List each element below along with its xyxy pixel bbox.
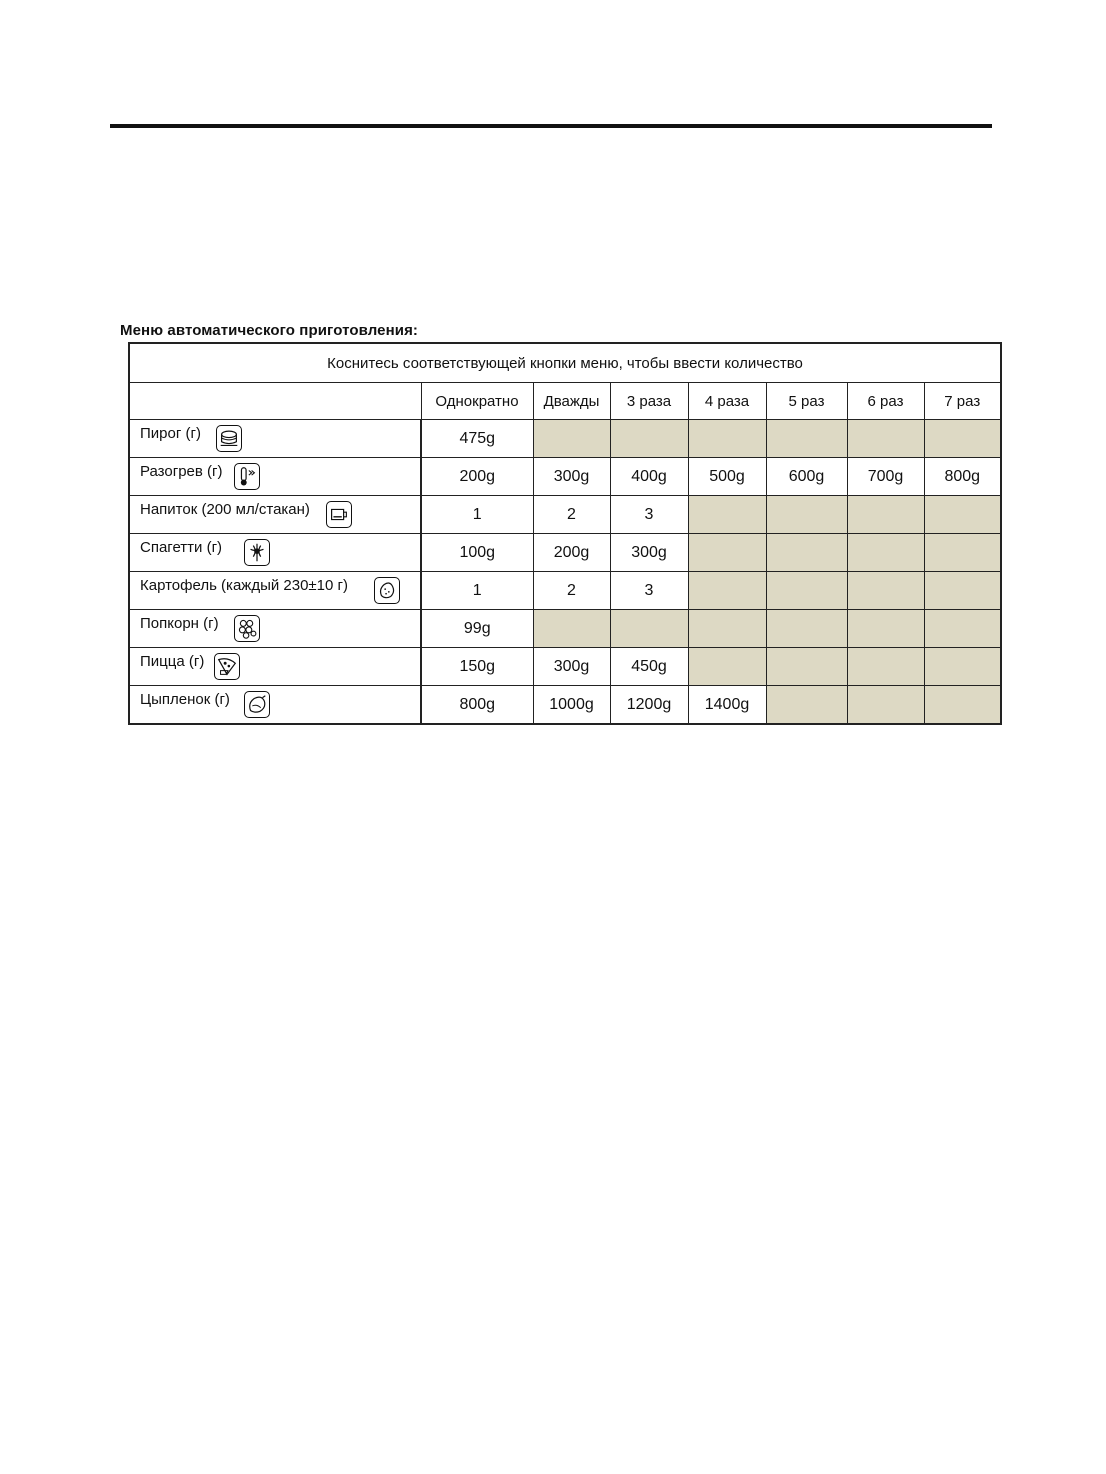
value-cell — [766, 534, 847, 572]
value-cell — [924, 648, 1001, 686]
auto-cook-table — [128, 342, 1002, 725]
section-title: Меню автоматического приготовления: — [120, 322, 419, 339]
value-cell — [924, 534, 1001, 572]
value-cell — [847, 610, 924, 648]
row-label-cell — [129, 534, 421, 572]
table-row — [129, 686, 1001, 725]
value-cell — [924, 610, 1001, 648]
value-cell — [847, 496, 924, 534]
table-row — [129, 458, 1001, 496]
row-label: Разогрев (г) — [140, 463, 223, 480]
header-rule — [110, 124, 992, 128]
value-cell: 1 — [421, 496, 533, 534]
value-cell: 200g — [421, 458, 533, 496]
row-label: Картофель (каждый 230±10 г) — [140, 577, 348, 594]
value-cell — [766, 572, 847, 610]
value-cell: 1400g — [688, 686, 766, 725]
table-row — [129, 572, 1001, 610]
row-label-cell — [129, 648, 421, 686]
row-label-cell — [129, 420, 421, 458]
value-cell: 2 — [533, 496, 610, 534]
value-cell: 100g — [421, 534, 533, 572]
value-cell: 2 — [533, 572, 610, 610]
column-header: 3 раза — [610, 383, 688, 420]
column-header: Однократно — [421, 383, 533, 420]
value-cell — [847, 572, 924, 610]
value-cell — [688, 572, 766, 610]
value-cell — [847, 534, 924, 572]
value-cell: 300g — [610, 534, 688, 572]
value-cell: 300g — [533, 648, 610, 686]
table-header-row — [129, 383, 1001, 420]
row-label-cell — [129, 572, 421, 610]
value-cell — [533, 610, 610, 648]
value-cell: 450g — [610, 648, 688, 686]
table-banner: Коснитесь соответствующей кнопки меню, чтобы ввести количество — [129, 343, 1001, 383]
value-cell — [688, 534, 766, 572]
table-row — [129, 610, 1001, 648]
row-label-cell — [129, 458, 421, 496]
value-cell — [924, 420, 1001, 458]
row-label: Цыпленок (г) — [140, 691, 230, 708]
row-label-cell — [129, 610, 421, 648]
value-cell — [766, 420, 847, 458]
value-cell: 400g — [610, 458, 688, 496]
value-cell — [766, 648, 847, 686]
value-cell: 150g — [421, 648, 533, 686]
value-cell — [688, 648, 766, 686]
value-cell — [924, 686, 1001, 725]
value-cell — [533, 420, 610, 458]
value-cell — [847, 648, 924, 686]
column-header: 6 раз — [847, 383, 924, 420]
table-row — [129, 648, 1001, 686]
column-header: 5 раз — [766, 383, 847, 420]
value-cell — [847, 420, 924, 458]
column-header: Дважды — [533, 383, 610, 420]
value-cell: 300g — [533, 458, 610, 496]
value-cell: 3 — [610, 496, 688, 534]
table-row — [129, 420, 1001, 458]
value-cell — [924, 496, 1001, 534]
popcorn-icon — [234, 615, 260, 642]
table-banner-row — [129, 343, 1001, 383]
value-cell — [688, 610, 766, 648]
value-cell — [610, 610, 688, 648]
header-empty-cell — [129, 383, 421, 420]
value-cell: 200g — [533, 534, 610, 572]
spaghetti-icon — [244, 539, 270, 566]
value-cell — [610, 420, 688, 458]
value-cell — [847, 686, 924, 725]
row-label-cell — [129, 686, 421, 725]
value-cell: 1 — [421, 572, 533, 610]
value-cell: 99g — [421, 610, 533, 648]
thermometer-icon — [234, 463, 260, 490]
row-label: Спагетти (г) — [140, 539, 223, 556]
value-cell — [766, 610, 847, 648]
value-cell: 1000g — [533, 686, 610, 725]
chicken-icon — [244, 691, 270, 718]
value-cell: 475g — [421, 420, 533, 458]
value-cell: 800g — [924, 458, 1001, 496]
column-header: 4 раза — [688, 383, 766, 420]
column-header: 7 раз — [924, 383, 1001, 420]
row-label: Пирог (г) — [140, 425, 201, 442]
pizza-icon — [214, 653, 240, 680]
value-cell: 600g — [766, 458, 847, 496]
value-cell — [688, 420, 766, 458]
potato-icon — [374, 577, 400, 604]
value-cell: 800g — [421, 686, 533, 725]
cake-icon — [216, 425, 242, 452]
row-label: Напиток (200 мл/стакан) — [140, 501, 310, 518]
value-cell: 3 — [610, 572, 688, 610]
row-label-cell — [129, 496, 421, 534]
value-cell: 500g — [688, 458, 766, 496]
table-row — [129, 496, 1001, 534]
row-label: Пицца (г) — [140, 653, 205, 670]
row-label: Попкорн (г) — [140, 615, 219, 632]
value-cell: 700g — [847, 458, 924, 496]
beverage-cup-icon — [326, 501, 352, 528]
value-cell — [924, 572, 1001, 610]
value-cell — [766, 686, 847, 725]
table-row — [129, 534, 1001, 572]
value-cell: 1200g — [610, 686, 688, 725]
value-cell — [766, 496, 847, 534]
value-cell — [688, 496, 766, 534]
